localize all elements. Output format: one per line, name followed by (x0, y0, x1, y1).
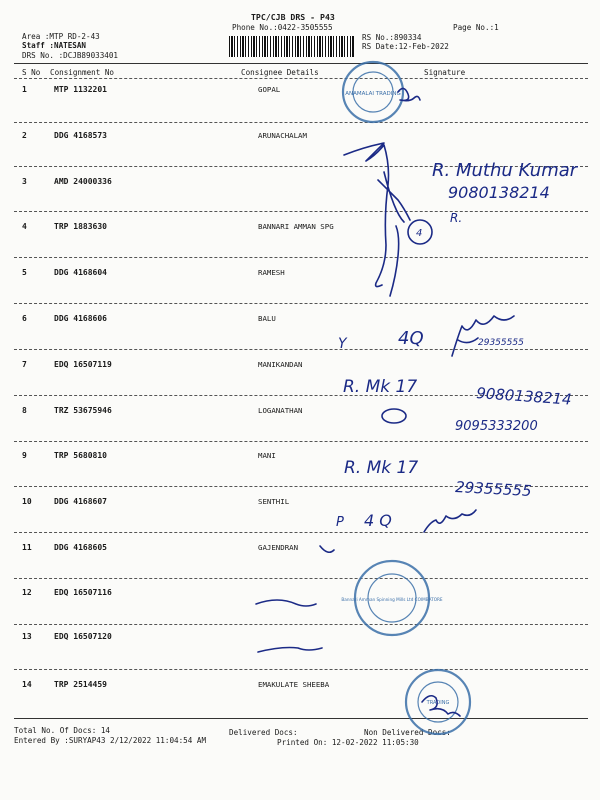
row-sno: 9 (22, 451, 27, 460)
row-sno: 8 (22, 406, 27, 415)
row-sno: 3 (22, 177, 27, 186)
row-sno: 11 (22, 543, 32, 552)
row-consignment: DDG 4168604 (54, 268, 107, 277)
col-consignee: Consignee Details (241, 68, 319, 77)
row-sno: 4 (22, 222, 27, 231)
row-sno: 2 (22, 131, 27, 140)
row-consignee: GAJENDRAN (258, 543, 299, 552)
row-sno: 1 (22, 85, 27, 94)
row-sno: 14 (22, 680, 32, 689)
handwritten-4o-6: 4Q (398, 328, 424, 349)
handwritten-phone-c: 9080138214 (475, 384, 573, 409)
row-consignee: RAMESH (258, 268, 285, 277)
signature-row-10 (424, 510, 476, 532)
stamp-3-text: TRADING (426, 700, 450, 706)
row-consignee: GOPAL (258, 85, 281, 94)
entered-by: Entered By :SURYAP43 2/12/2022 11:04:54 AM (14, 736, 207, 745)
row-sno: 7 (22, 360, 27, 369)
col-consignment: Consignment No (50, 68, 115, 77)
handwritten-name-a: R. Muthu Kumar (432, 160, 578, 181)
signature-row-13 (258, 648, 322, 653)
row-consignment: EDQ 16507119 (54, 360, 112, 369)
row-consignment: TRZ 53675946 (54, 406, 112, 415)
staff-label: Staff :NATESAN (22, 41, 87, 50)
handwritten-mark-6: Y (338, 336, 347, 352)
row-consignment: DDG 4168573 (54, 131, 107, 140)
row-consignee: ARUNACHALAM (258, 131, 307, 140)
document-title: TPC/CJB DRS - P43 (251, 12, 335, 22)
row-sno: 13 (22, 632, 32, 641)
stamp-anamalai (343, 62, 403, 122)
row-consignee: EMAKULATE SHEEBA (258, 680, 330, 689)
row-consignment: DDG 4168605 (54, 543, 107, 552)
rs-number: RS No.:890334 (362, 33, 422, 42)
mark-row-11 (320, 546, 334, 552)
printed-on: Printed On: 12-02-2022 11:05:30 (277, 738, 419, 747)
row-sno: 12 (22, 588, 32, 597)
row-consignee: LOGANATHAN (258, 406, 303, 415)
col-signature: Signature (424, 68, 466, 77)
row-consignee: SENTHIL (258, 497, 290, 506)
row-consignment: TRP 1883630 (54, 222, 107, 231)
stamp-bannari (341, 561, 443, 635)
handwritten-r-mark: R. (450, 211, 463, 225)
handwritten-4o-10: 4 Q (364, 511, 392, 530)
rs-date: RS Date:12-Feb-2022 (362, 42, 449, 51)
signature-mark-4: 4 (416, 228, 423, 239)
handwritten-mark-10: P (336, 515, 344, 530)
delivered-docs: Delivered Docs: (229, 728, 298, 737)
col-sno: S No (22, 68, 41, 77)
row-consignment: TRP 2514459 (54, 680, 107, 689)
row-consignee: BANNARI AMMAN SPG (258, 222, 334, 231)
signature-row-6 (452, 316, 514, 356)
handwritten-phone-d: 29355555 (478, 338, 524, 348)
row-consignment: EDQ 16507116 (54, 588, 112, 597)
row-consignee: BALU (258, 314, 276, 323)
row-consignment: EDQ 16507120 (54, 632, 112, 641)
area-label: Area :MTP RD-2-43 (22, 32, 100, 41)
stamp-1-text: ANAMALAI TRADING (345, 91, 401, 97)
handwritten-name-c: R. Mk 17 (344, 458, 419, 478)
row-sno: 6 (22, 314, 27, 323)
row-consignee: MANIKANDAN (258, 360, 303, 369)
handwritten-name-b: R. Mk 17 (343, 377, 418, 397)
page-number: Page No.:1 (453, 23, 499, 32)
row-consignment: TRP 5680810 (54, 451, 107, 460)
row-sno: 10 (22, 497, 32, 506)
row-consignment: MTP 1132201 (54, 85, 107, 94)
signature-scribble (344, 143, 410, 296)
total-docs: Total No. Of Docs: 14 (14, 726, 111, 735)
non-delivered-docs: Non Delivered Docs: (364, 728, 451, 737)
handwritten-phone-a: 9080138214 (448, 183, 550, 202)
signature-row-8 (382, 409, 406, 423)
row-consignment: AMD 24000336 (54, 177, 112, 186)
row-consignee: MANI (258, 451, 276, 460)
handwritten-phone-b: 9095333200 (455, 419, 538, 434)
handwritten-phone-e: 29355555 (454, 478, 532, 500)
row-sno: 5 (22, 268, 27, 277)
stamp-trading (406, 670, 470, 734)
signature-row-12 (256, 600, 316, 606)
row-consignment: DDG 4168607 (54, 497, 107, 506)
stamp-2-text: Bannari Amman Spinning Mills Ltd COIMBATORE (341, 597, 443, 602)
phone-number: Phone No.:0422-3505555 (232, 23, 333, 32)
drs-number: DRS No. :DCJB89033401 (22, 51, 119, 60)
row-consignment: DDG 4168606 (54, 314, 107, 323)
